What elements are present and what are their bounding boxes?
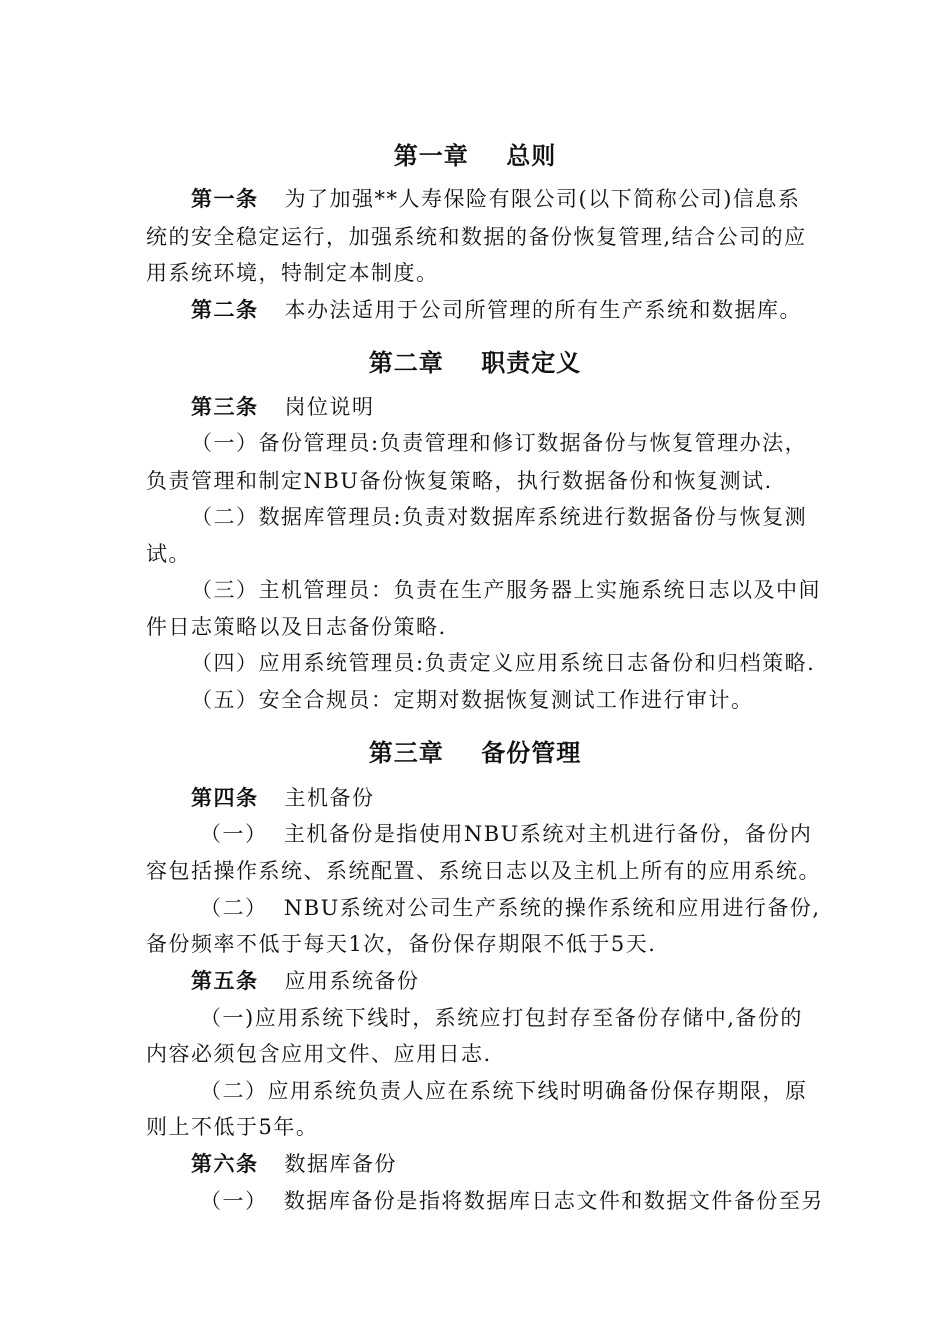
article-1-line: 统的安全稳定运行，加强系统和数据的备份恢复管理,结合公司的应 (146, 225, 807, 249)
list-item-line: 件日志策略以及日志备份策略. (146, 615, 447, 639)
article-label: 第一条 (191, 186, 259, 211)
article-1-line: 用系统环境，特制定本制度。 (146, 261, 439, 285)
article-label: 第四条 (191, 785, 259, 810)
list-item-line: 备份频率不低于每天1次，备份保存期限不低于5天. (146, 932, 657, 956)
list-item: （一）备份管理员:负责管理和修订数据备份与恢复管理办法， (191, 431, 808, 455)
chapter-heading: 第一章 总则 (393, 141, 557, 170)
chapter-heading: 第二章 职责定义 (368, 348, 582, 377)
list-item: （三）主机管理员：负责在生产服务器上实施系统日志以及中间 (191, 578, 821, 602)
article-label: 第三条 (191, 394, 259, 419)
article-6: 第六条 数据库备份 (191, 1151, 397, 1176)
list-item-line: 容包括操作系统、系统配置、系统日志以及主机上所有的应用系统。 (146, 859, 821, 883)
article-5: 第五条 应用系统备份 (191, 968, 420, 993)
list-item-line: 负责管理和制定NBU备份恢复策略，执行数据备份和恢复测试. (146, 469, 773, 493)
list-item: （二） NBU系统对公司生产系统的操作系统和应用进行备份, (200, 896, 821, 920)
list-item: （四）应用系统管理员:负责定义应用系统日志备份和归档策略. (191, 651, 816, 675)
article-1: 第一条 为了加强**人寿保险有限公司(以下简称公司)信息系 (191, 186, 801, 211)
list-item: （一） 数据库备份是指将数据库日志文件和数据文件备份至另 (200, 1189, 824, 1213)
article-2: 第二条 本办法适用于公司所管理的所有生产系统和数据库。 (191, 297, 802, 322)
list-item-line: 试。 (146, 542, 191, 566)
article-label: 第六条 (191, 1151, 259, 1176)
list-item: （二）数据库管理员:负责对数据库系统进行数据备份与恢复测 (191, 505, 808, 529)
article-3: 第三条 岗位说明 (191, 394, 375, 419)
article-label: 第五条 (191, 968, 259, 993)
chapter-heading: 第三章 备份管理 (368, 738, 582, 767)
list-item: （一)应用系统下线时，系统应打包封存至备份存储中,备份的 (200, 1006, 803, 1030)
article-label: 第二条 (191, 297, 259, 322)
list-item: （二）应用系统负责人应在系统下线时明确备份保存期限，原 (200, 1079, 808, 1103)
list-item-line: 则上不低于5年。 (146, 1115, 319, 1139)
article-4: 第四条 主机备份 (191, 785, 375, 810)
list-item: （五）安全合规员：定期对数据恢复测试工作进行审计。 (191, 688, 754, 712)
list-item: （一） 主机备份是指使用NBU系统对主机进行备份，备份内 (200, 822, 813, 846)
list-item-line: 内容必须包含应用文件、应用日志. (146, 1042, 492, 1066)
